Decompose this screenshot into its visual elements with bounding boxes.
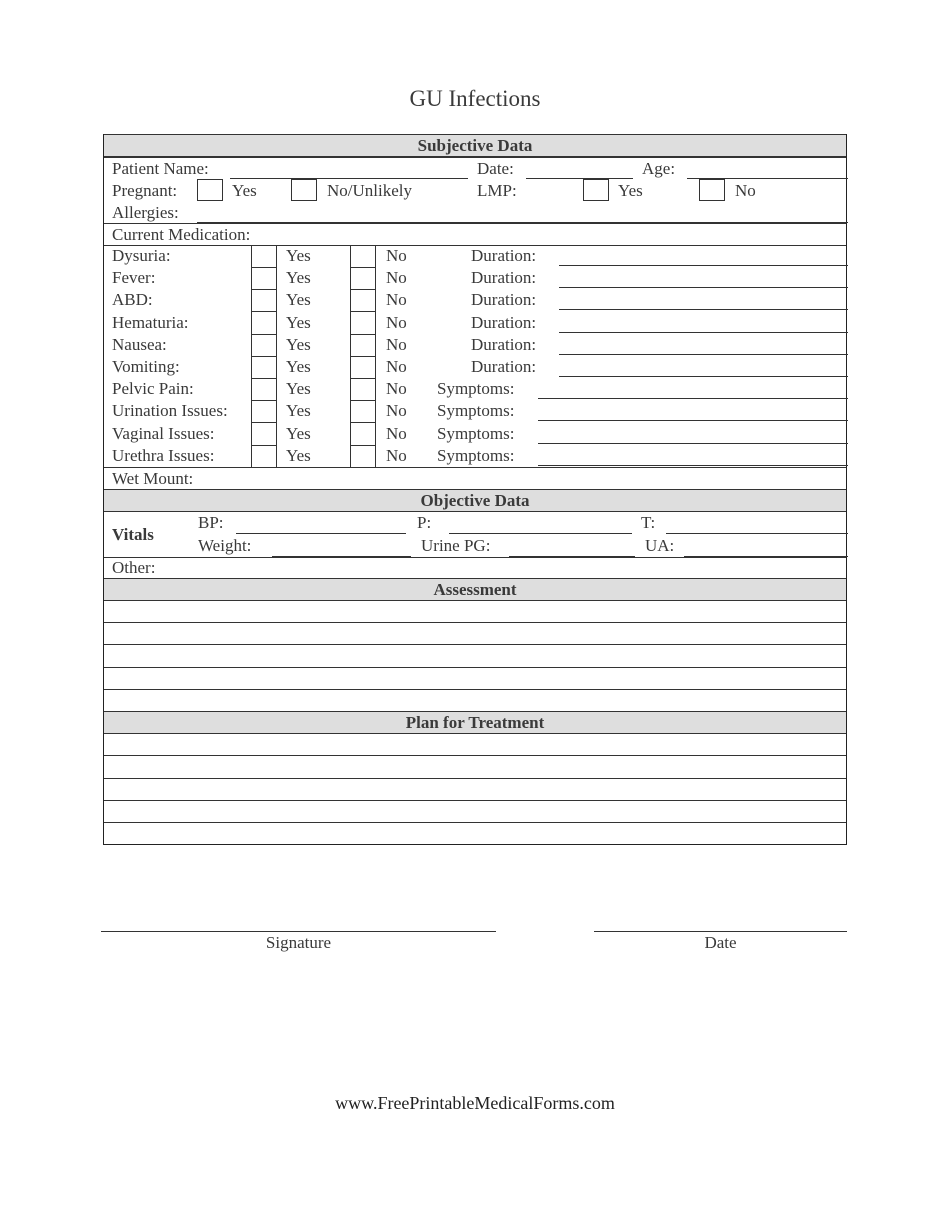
symptom-no-checkbox[interactable] (350, 289, 376, 312)
symptom-no-checkbox[interactable] (350, 312, 376, 335)
duration-label: Duration: (471, 357, 537, 376)
symptom-label: Vomiting: (112, 357, 180, 376)
pulse-field[interactable] (449, 533, 632, 534)
symptoms-label: Symptoms: (437, 424, 515, 443)
symptoms-field[interactable] (538, 443, 848, 444)
duration-label: Duration: (471, 313, 537, 332)
pregnant-no-unlikely-label: No/Unlikely (327, 181, 412, 200)
symptom-yes-label: Yes (286, 424, 311, 443)
assessment-line-3[interactable] (104, 667, 846, 668)
current-medication-label: Current Medication: (112, 225, 251, 244)
symptom-no-label: No (386, 357, 407, 376)
temp-field[interactable] (666, 533, 848, 534)
duration-field[interactable] (559, 332, 848, 333)
divider (104, 511, 846, 512)
symptom-no-checkbox[interactable] (350, 334, 376, 357)
symptoms-label: Symptoms: (437, 401, 515, 420)
symptom-yes-checkbox[interactable] (251, 445, 277, 468)
pulse-label: P: (417, 513, 432, 532)
symptoms-field[interactable] (538, 465, 848, 466)
symptom-yes-label: Yes (286, 335, 311, 354)
duration-field[interactable] (559, 376, 848, 377)
patient-name-field[interactable] (230, 178, 468, 179)
urine-pg-label: Urine PG: (421, 536, 491, 555)
signature-line[interactable] (101, 931, 496, 932)
divider (104, 223, 846, 224)
lmp-label: LMP: (477, 181, 517, 200)
symptom-yes-label: Yes (286, 313, 311, 332)
duration-label: Duration: (471, 290, 537, 309)
symptom-label: Pelvic Pain: (112, 379, 194, 398)
divider (104, 157, 846, 158)
symptom-yes-label: Yes (286, 379, 311, 398)
symptom-label: Hematuria: (112, 313, 189, 332)
symptom-label: Urination Issues: (112, 401, 228, 420)
symptom-yes-checkbox[interactable] (251, 334, 277, 357)
symptom-no-label: No (386, 313, 407, 332)
symptom-no-label: No (386, 246, 407, 265)
symptom-no-label: No (386, 379, 407, 398)
duration-label: Duration: (471, 268, 537, 287)
assessment-line-2[interactable] (104, 644, 846, 645)
plan-for-treatment-header: Plan for Treatment (104, 711, 846, 734)
assessment-line-1[interactable] (104, 622, 846, 623)
patient-name-label: Patient Name: (112, 159, 209, 178)
duration-label: Duration: (471, 335, 537, 354)
subjective-data-header: Subjective Data (104, 134, 846, 157)
bp-label: BP: (198, 513, 224, 532)
symptom-no-label: No (386, 268, 407, 287)
symptom-no-label: No (386, 335, 407, 354)
plan-line-3[interactable] (104, 800, 846, 801)
symptom-yes-checkbox[interactable] (251, 245, 277, 268)
allergies-label: Allergies: (112, 203, 179, 222)
duration-label: Duration: (471, 246, 537, 265)
duration-field[interactable] (559, 309, 848, 310)
symptom-yes-label: Yes (286, 446, 311, 465)
symptom-label: Urethra Issues: (112, 446, 215, 465)
objective-data-header: Objective Data (104, 489, 846, 512)
symptom-yes-checkbox[interactable] (251, 423, 277, 446)
bp-field[interactable] (236, 533, 406, 534)
wet-mount-label: Wet Mount: (112, 469, 194, 488)
signature-date-label: Date (704, 933, 737, 952)
pregnant-no-checkbox[interactable] (291, 179, 317, 201)
date-field[interactable] (526, 178, 633, 179)
symptom-no-label: No (386, 446, 407, 465)
temp-label: T: (641, 513, 656, 532)
symptom-label: Dysuria: (112, 246, 171, 265)
symptom-no-checkbox[interactable] (350, 356, 376, 379)
symptom-yes-checkbox[interactable] (251, 378, 277, 401)
symptom-label: Fever: (112, 268, 156, 287)
symptom-yes-checkbox[interactable] (251, 267, 277, 290)
lmp-no-checkbox[interactable] (699, 179, 725, 201)
divider (104, 467, 846, 468)
symptom-yes-checkbox[interactable] (251, 400, 277, 423)
symptom-label: Nausea: (112, 335, 167, 354)
plan-line-2[interactable] (104, 778, 846, 779)
lmp-yes-checkbox[interactable] (583, 179, 609, 201)
symptom-yes-label: Yes (286, 357, 311, 376)
symptom-yes-label: Yes (286, 268, 311, 287)
symptoms-field[interactable] (538, 398, 848, 399)
vitals-label: Vitals (112, 525, 154, 544)
symptoms-label: Symptoms: (437, 446, 515, 465)
pregnant-label: Pregnant: (112, 181, 178, 200)
pregnant-yes-label: Yes (232, 181, 257, 200)
footer-website: www.FreePrintableMedicalForms.com (335, 1093, 615, 1113)
symptom-no-label: No (386, 424, 407, 443)
symptom-no-checkbox[interactable] (350, 378, 376, 401)
other-label: Other: (112, 558, 156, 577)
symptom-no-checkbox[interactable] (350, 245, 376, 268)
pregnant-yes-checkbox[interactable] (197, 179, 223, 201)
symptom-yes-checkbox[interactable] (251, 356, 277, 379)
date-label: Date: (477, 159, 514, 178)
plan-line-1[interactable] (104, 755, 846, 756)
symptom-no-label: No (386, 290, 407, 309)
symptom-yes-label: Yes (286, 290, 311, 309)
lmp-no-label: No (735, 181, 756, 200)
form-title: GU Infections (409, 86, 541, 111)
symptom-yes-checkbox[interactable] (251, 312, 277, 335)
signature-label: Signature (265, 933, 332, 952)
signature-date-line[interactable] (594, 931, 847, 932)
symptom-label: Vaginal Issues: (112, 424, 215, 443)
weight-label: Weight: (198, 536, 252, 555)
lmp-yes-label: Yes (618, 181, 643, 200)
symptom-yes-label: Yes (286, 246, 311, 265)
symptom-no-checkbox[interactable] (350, 445, 376, 468)
symptom-label: ABD: (112, 290, 153, 309)
duration-field[interactable] (559, 354, 848, 355)
divider (104, 557, 846, 558)
assessment-line-4[interactable] (104, 689, 846, 690)
symptom-no-checkbox[interactable] (350, 267, 376, 290)
symptoms-label: Symptoms: (437, 379, 515, 398)
symptom-yes-checkbox[interactable] (251, 289, 277, 312)
symptoms-field[interactable] (538, 420, 848, 421)
age-label: Age: (642, 159, 676, 178)
duration-field[interactable] (559, 265, 848, 266)
duration-field[interactable] (559, 287, 848, 288)
symptom-no-checkbox[interactable] (350, 423, 376, 446)
symptom-no-label: No (386, 401, 407, 420)
assessment-header: Assessment (104, 578, 846, 601)
ua-label: UA: (645, 536, 675, 555)
plan-line-4[interactable] (104, 822, 846, 823)
symptom-no-checkbox[interactable] (350, 400, 376, 423)
gu-infections-form (103, 134, 847, 845)
symptom-yes-label: Yes (286, 401, 311, 420)
